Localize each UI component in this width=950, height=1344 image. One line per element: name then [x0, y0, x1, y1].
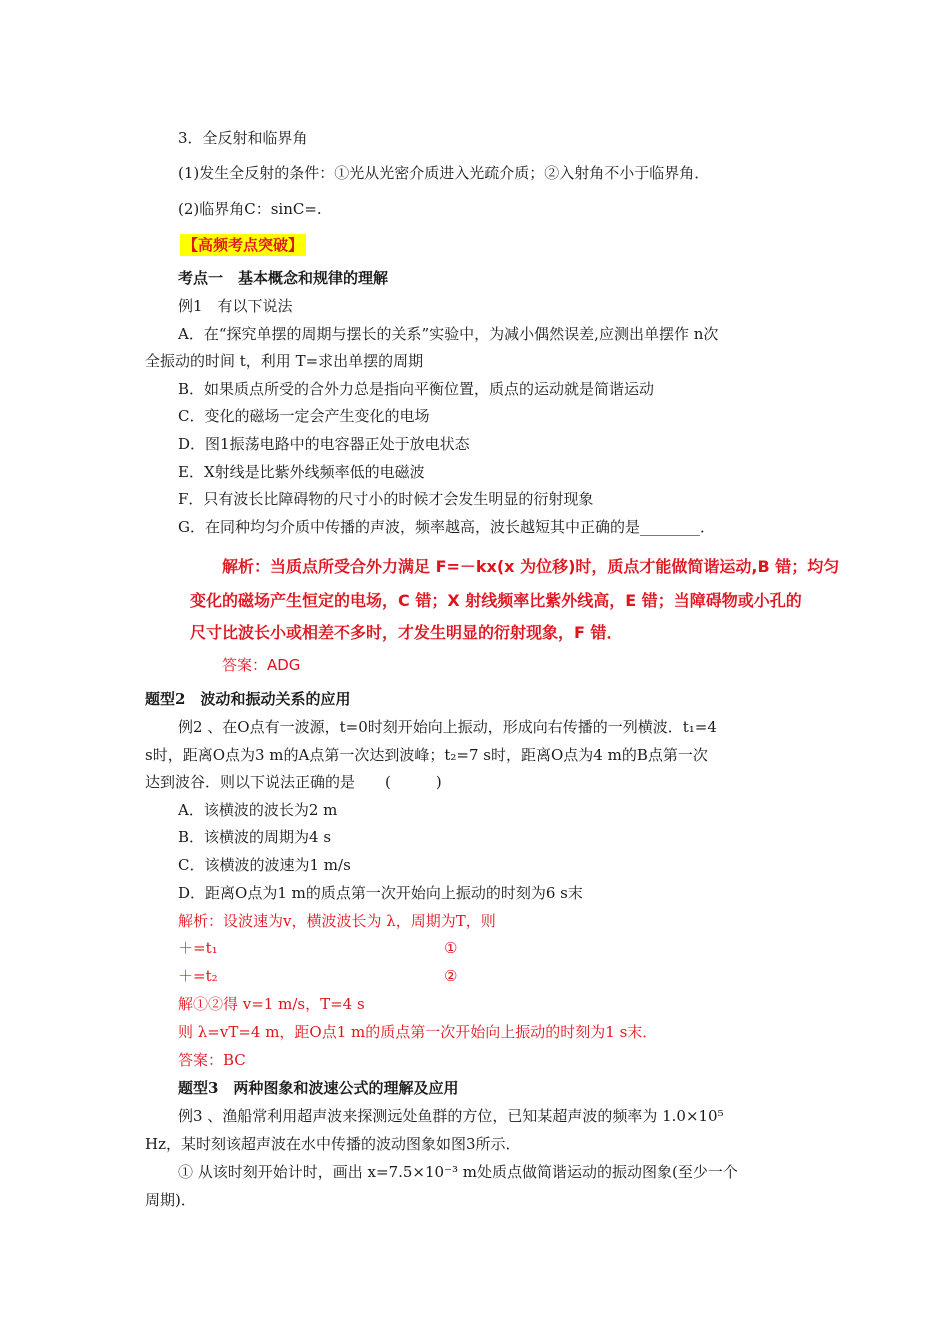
text-line-l21: s时，距离O点为3 m的A点第一次达到波峰；t₂=7 s时，距离O点为4 m的B点第一次: [145, 746, 708, 764]
text-line-l11: D．图1振荡电路中的电容器正处于放电状态: [178, 435, 470, 453]
text-line-l32: 答案：BC: [178, 1051, 246, 1069]
text-line-l29: ＋=t₂: [178, 967, 218, 985]
text-line-l16: 变化的磁场产生恒定的电场，C 错；X 射线频率比紫外线高，E 错；当障碍物或小孔的: [190, 591, 802, 610]
text-line-l28: ＋=t₁: [178, 939, 218, 957]
text-line-l37: 周期)．: [145, 1191, 196, 1209]
text-line-l8: 全振动的时间 t，利用 T=求出单摆的周期: [145, 352, 424, 370]
text-line-l19: 题型2 波动和振动关系的应用: [145, 690, 351, 708]
text-line-l15: 解析：当质点所受合外力满足 F=－kx(x 为位移)时，质点才能做简谐运动,B 错；均匀: [222, 557, 840, 576]
text-line-l23: A．该横波的波长为2 m: [178, 801, 338, 819]
text-line-l5: 考点一 基本概念和规律的理解: [178, 269, 389, 287]
text-line-l20: 例2 、在O点有一波源，t=0时刻开始向上振动，形成向右传播的一列横波．t₁=4: [178, 718, 717, 736]
section-banner: 【高频考点突破】: [180, 234, 306, 256]
text-line-l24: B．该横波的周期为4 s: [178, 828, 332, 846]
text-line-l7: A．在“探究单摆的周期与摆长的关系”实验中，为减小偶然误差,应测出单摆作 n次: [178, 325, 719, 343]
text-line-l3: (2)临界角C：sinC=.: [178, 200, 322, 218]
text-line-l6: 例1 有以下说法: [178, 297, 293, 315]
text-line-l35: Hz，某时刻该超声波在水中传播的波动图象如图3所示．: [145, 1135, 521, 1153]
text-line-l26: D．距离O点为1 m的质点第一次开始向上振动的时刻为6 s末: [178, 884, 583, 902]
text-line-l14: G．在同种均匀介质中传播的声波，频率越高，波长越短其中正确的是________．: [178, 518, 715, 536]
text-line-l13: F．只有波长比障碍物的尺寸小的时候才会发生明显的衍射现象: [178, 490, 594, 508]
text-line-l31: 则 λ=vT=4 m，距O点1 m的质点第一次开始向上振动的时刻为1 s末．: [178, 1023, 658, 1041]
text-line-l34: 例3 、渔船常利用超声波来探测远处鱼群的方位，已知某超声波的频率为 1.0×10⁵: [178, 1107, 724, 1125]
text-line-l29b: ②: [444, 967, 458, 985]
text-line-l17: 尺寸比波长小或相差不多时，才发生明显的衍射现象，F 错．: [190, 623, 623, 642]
text-line-l9: B．如果质点所受的合外力总是指向平衡位置，质点的运动就是简谐运动: [178, 380, 655, 398]
text-line-l12: E．X射线是比紫外线频率低的电磁波: [178, 463, 425, 481]
text-line-l18: 答案：ADG: [222, 656, 301, 674]
text-line-l2: (1)发生全反射的条件：①光从光密介质进入光疏介质；②入射角不小于临界角．: [178, 164, 710, 182]
text-line-l33: 题型3 两种图象和波速公式的理解及应用: [178, 1079, 459, 1097]
text-line-l25: C．该横波的波速为1 m/s: [178, 856, 351, 874]
text-line-l27: 解析：设波速为v，横波波长为 λ，周期为T，则: [178, 912, 496, 930]
text-line-l36: ① 从该时刻开始计时，画出 x=7.5×10⁻³ m处质点做简谐运动的振动图象(至少一个: [178, 1163, 738, 1181]
text-line-l10: C．变化的磁场一定会产生变化的电场: [178, 407, 430, 425]
text-line-l30: 解①②得 v=1 m/s，T=4 s: [178, 995, 365, 1013]
text-line-l1: 3．全反射和临界角: [178, 129, 308, 147]
text-line-l22: 达到波谷．则以下说法正确的是 ( ): [145, 773, 442, 791]
text-line-l28b: ①: [444, 939, 458, 957]
